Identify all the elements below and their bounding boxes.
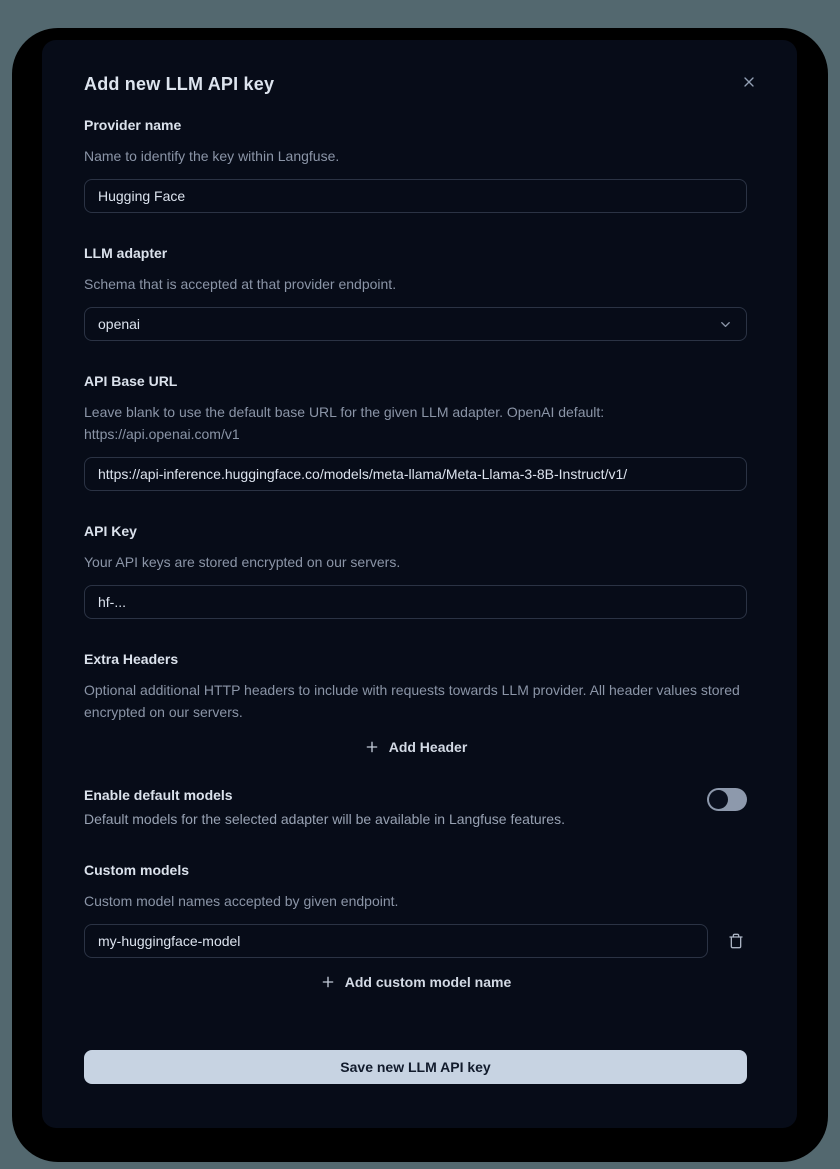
llm-adapter-description: Schema that is accepted at that provider endpoint.	[84, 276, 397, 292]
add-custom-model-button-label: Add custom model name	[344, 974, 512, 990]
api-key-input[interactable]	[84, 585, 747, 619]
custom-models-description: Custom model names accepted by given endpoint.	[84, 893, 399, 909]
llm-adapter-selected-value: openai	[98, 316, 141, 332]
enable-default-models-toggle[interactable]	[707, 788, 747, 811]
trash-icon	[728, 933, 744, 949]
llm-adapter-select[interactable]	[84, 307, 747, 341]
dialog-title: Add new LLM API key	[84, 74, 275, 94]
save-llm-api-key-button[interactable]: Save new LLM API key	[84, 1050, 747, 1084]
provider-name-label: Provider name	[84, 117, 182, 133]
add-header-button-label: Add Header	[388, 739, 468, 755]
api-base-url-input[interactable]	[84, 457, 747, 491]
dialog-header	[84, 74, 747, 95]
api-base-url-label: API Base URL	[84, 373, 178, 389]
add-llm-api-key-dialog	[42, 40, 797, 1128]
api-key-description: Your API keys are stored encrypted on our servers.	[84, 554, 401, 570]
provider-name-group	[84, 117, 747, 213]
provider-name-description: Name to identify the key within Langfuse.	[84, 148, 340, 164]
extra-headers-label: Extra Headers	[84, 651, 179, 667]
plus-icon	[320, 974, 336, 990]
api-key-label: API Key	[84, 523, 137, 539]
add-header-button[interactable]	[364, 739, 468, 755]
toggle-knob	[709, 790, 728, 809]
enable-default-models-group	[84, 787, 747, 830]
chevron-down-icon	[718, 317, 733, 332]
api-base-url-group	[84, 373, 747, 491]
plus-icon	[364, 739, 380, 755]
custom-models-label: Custom models	[84, 862, 190, 878]
enable-default-models-description: Default models for the selected adapter will be available in Langfuse features.	[84, 811, 565, 827]
enable-default-models-label: Enable default models	[84, 787, 233, 803]
extra-headers-description: Optional additional HTTP headers to include with requests towards LLM provider. All header values stored encrypted on our servers.	[84, 682, 740, 720]
extra-headers-group	[84, 651, 747, 755]
api-base-url-description: Leave blank to use the default base URL for the given LLM adapter. OpenAI default: https://api.openai.com/v1	[84, 404, 605, 442]
custom-model-name-input[interactable]	[84, 924, 708, 958]
custom-models-group	[84, 862, 747, 990]
add-custom-model-button[interactable]	[320, 974, 511, 990]
close-button[interactable]	[737, 70, 761, 94]
x-icon	[741, 74, 757, 90]
llm-adapter-label: LLM adapter	[84, 245, 168, 261]
provider-name-input[interactable]	[84, 179, 747, 213]
api-key-group	[84, 523, 747, 619]
llm-adapter-group	[84, 245, 747, 341]
custom-model-row	[84, 924, 747, 958]
delete-custom-model-button[interactable]	[725, 930, 747, 952]
enable-default-models-texts	[84, 787, 707, 830]
